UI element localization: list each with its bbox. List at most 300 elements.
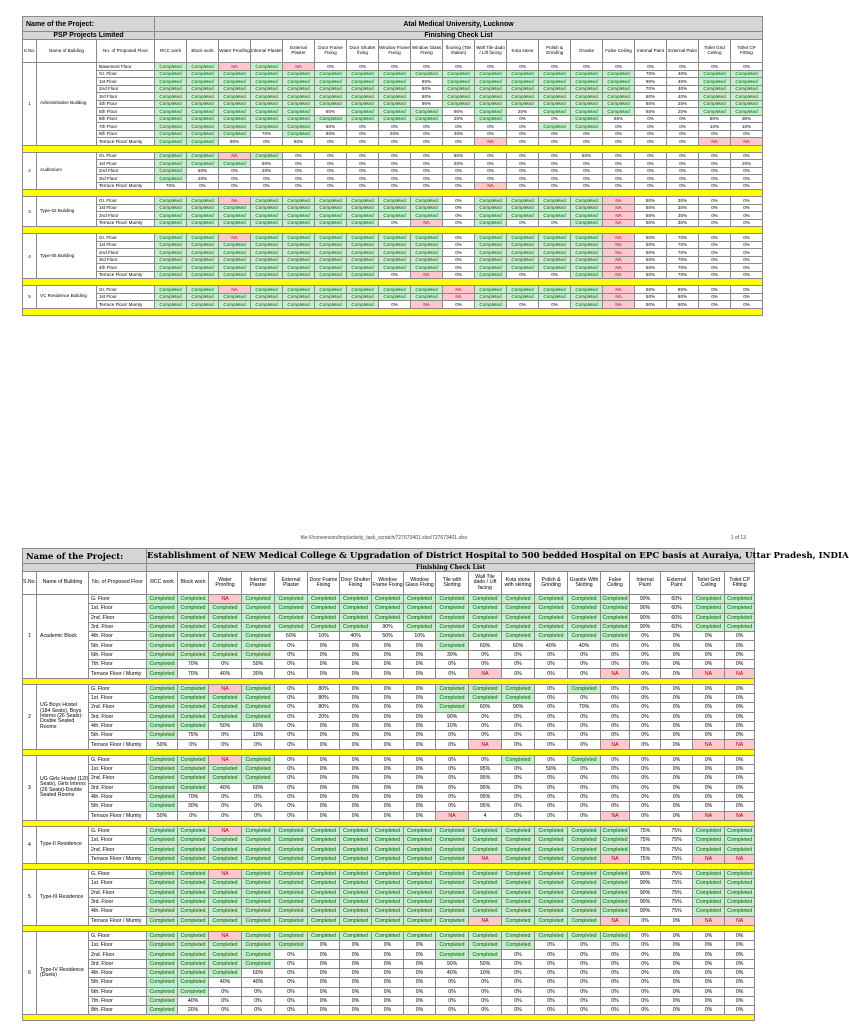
status-cell: 30% — [667, 197, 699, 205]
status-cell: Completed — [379, 70, 411, 78]
status-cell: Completed — [372, 870, 404, 879]
status-cell: Completed — [568, 632, 601, 641]
floor-label: 1st Floor — [97, 293, 155, 301]
status-cell: 0% — [502, 731, 535, 740]
table-row — [23, 271, 763, 279]
status-cell: Completed — [571, 93, 603, 101]
status-cell: Completed — [178, 879, 209, 888]
status-cell: 0% — [539, 182, 571, 190]
status-cell: 0% — [535, 703, 568, 712]
status-cell: Completed — [251, 63, 283, 71]
status-cell: Completed — [209, 836, 242, 845]
status-cell: 50% — [147, 740, 178, 749]
status-cell: Completed — [155, 212, 187, 220]
status-cell: 0% — [469, 721, 502, 730]
status-cell: 0% — [475, 167, 507, 175]
status-cell: 0% — [315, 167, 347, 175]
status-cell: 90% — [635, 78, 667, 86]
status-cell: 0% — [731, 234, 763, 242]
status-cell: 0% — [340, 755, 372, 764]
status-cell: Completed — [315, 78, 347, 86]
status-cell: 0% — [502, 996, 535, 1005]
status-cell: 0% — [347, 175, 379, 183]
status-cell: 0% — [539, 160, 571, 168]
status-cell: 0% — [699, 249, 731, 257]
status-cell: 0% — [436, 802, 469, 811]
status-cell: 90% — [436, 959, 469, 968]
status-cell: NA — [436, 811, 469, 820]
status-cell: Completed — [475, 85, 507, 93]
status-cell: Completed — [251, 212, 283, 220]
status-cell: 0% — [693, 712, 725, 721]
status-cell: 50% — [469, 959, 502, 968]
status-cell: 0% — [731, 212, 763, 220]
status-cell: 0% — [630, 978, 661, 987]
status-cell: 75% — [661, 879, 693, 888]
status-cell: 0% — [507, 152, 539, 160]
status-cell: Completed — [539, 293, 571, 301]
status-cell: 0% — [372, 660, 404, 669]
floor-label: 1st Floor — [97, 78, 155, 86]
floor-label: 4th. Floor — [89, 907, 147, 916]
status-cell: 0% — [379, 175, 411, 183]
status-cell: 0% — [601, 765, 630, 774]
status-cell: Completed — [469, 950, 502, 959]
status-cell: Completed — [242, 826, 275, 835]
status-cell: Completed — [283, 249, 315, 257]
status-cell: 0% — [725, 941, 755, 950]
status-cell: 60% — [275, 632, 308, 641]
status-cell: Completed — [535, 870, 568, 879]
status-cell: 0% — [411, 130, 443, 138]
status-cell: Completed — [275, 931, 308, 940]
status-cell: Completed — [568, 870, 601, 879]
status-cell: Completed — [315, 219, 347, 227]
status-cell: 0% — [443, 197, 475, 205]
status-cell: 0% — [571, 63, 603, 71]
floor-label: 7th. Floor — [89, 996, 147, 1005]
status-cell: 0% — [443, 167, 475, 175]
status-cell: 0% — [308, 774, 340, 783]
status-cell: 0% — [725, 792, 755, 801]
status-cell: 0% — [411, 152, 443, 160]
status-cell: 80% — [315, 123, 347, 131]
status-cell: Completed — [571, 212, 603, 220]
status-cell: NA — [603, 293, 635, 301]
status-cell: 0% — [635, 167, 667, 175]
status-cell: 0% — [630, 783, 661, 792]
status-cell: 0% — [242, 811, 275, 820]
status-cell: NA — [731, 138, 763, 146]
table-row — [23, 70, 763, 78]
status-cell: Completed — [242, 774, 275, 783]
status-cell: Completed — [315, 85, 347, 93]
building-name: Type-IV Residence (Duets) — [37, 931, 89, 1015]
serial-number: 4 — [23, 826, 37, 863]
status-cell: Completed — [155, 234, 187, 242]
floor-label: 4th. Floor — [89, 721, 147, 730]
status-cell: 0% — [340, 650, 372, 659]
floor-label: 5th. Floor — [89, 641, 147, 650]
status-cell: Completed — [347, 249, 379, 257]
status-cell: Completed — [178, 854, 209, 863]
status-cell: 0% — [507, 63, 539, 71]
status-cell: 0% — [507, 160, 539, 168]
status-cell: 0% — [340, 1006, 372, 1015]
status-cell: Completed — [187, 70, 219, 78]
status-cell: Completed — [603, 78, 635, 86]
status-cell: Completed — [725, 888, 755, 897]
status-cell: 0% — [209, 660, 242, 669]
status-cell: Completed — [308, 826, 340, 835]
status-cell: Completed — [411, 293, 443, 301]
status-cell: 0% — [308, 996, 340, 1005]
status-cell: 75% — [661, 845, 693, 854]
status-cell: Completed — [475, 93, 507, 101]
status-cell: 0% — [275, 987, 308, 996]
column-header: Tile with Skirting — [436, 572, 469, 595]
status-cell: Completed — [411, 249, 443, 257]
status-cell: Completed — [209, 845, 242, 854]
status-cell: NA — [209, 931, 242, 940]
status-cell: Completed — [340, 622, 372, 631]
status-cell: 0% — [379, 271, 411, 279]
status-cell: Completed — [347, 197, 379, 205]
status-cell: 0% — [502, 660, 535, 669]
status-cell: 20% — [731, 160, 763, 168]
status-cell: Completed — [209, 604, 242, 613]
status-cell: Completed — [178, 650, 209, 659]
status-cell: Completed — [602, 837, 628, 844]
status-cell: Completed — [155, 301, 187, 309]
status-cell: 0% — [507, 301, 539, 309]
status-cell: 0% — [539, 130, 571, 138]
status-cell: 70% — [667, 234, 699, 242]
column-header: Kota stone — [507, 40, 539, 63]
status-cell: 0% — [372, 959, 404, 968]
status-cell: 0% — [372, 941, 404, 950]
status-cell: 80% — [699, 115, 731, 123]
status-cell: Completed — [147, 916, 178, 925]
status-cell: 70% — [178, 660, 209, 669]
status-cell: 0% — [661, 996, 693, 1005]
column-header: RCC work — [147, 572, 178, 595]
status-cell: Completed — [315, 197, 347, 205]
status-cell: 0% — [693, 978, 725, 987]
floor-label: 4th Floor — [97, 100, 155, 108]
status-cell: 0% — [731, 130, 763, 138]
status-cell: 4 — [469, 811, 502, 820]
table-row — [23, 931, 755, 940]
status-cell: Completed — [603, 93, 635, 101]
status-cell: Completed — [699, 100, 731, 108]
status-cell: 0% — [275, 950, 308, 959]
status-cell: Completed — [379, 100, 411, 108]
column-header: Name of Building — [37, 572, 89, 595]
status-cell: Completed — [178, 907, 209, 916]
status-cell: Completed — [187, 204, 219, 212]
status-cell: NA — [209, 595, 242, 604]
status-cell: 0% — [601, 987, 630, 996]
floor-label: 7th. Floor — [89, 660, 147, 669]
status-cell: 0% — [630, 641, 661, 650]
status-cell: Completed — [502, 632, 535, 641]
table-row — [23, 950, 755, 959]
status-cell: 60% — [635, 108, 667, 116]
status-cell: Completed — [275, 854, 308, 863]
status-cell: 0% — [251, 138, 283, 146]
status-cell: Completed — [502, 941, 535, 950]
status-cell: 0% — [699, 286, 731, 294]
status-cell: 25% — [667, 100, 699, 108]
building-name: VC Residence Building — [37, 286, 97, 309]
status-cell: 0% — [275, 783, 308, 792]
status-cell: 0% — [404, 755, 436, 764]
column-header: Name of Building — [37, 40, 97, 63]
status-cell: Completed — [404, 845, 436, 854]
status-cell: 0% — [630, 712, 661, 721]
status-cell: 30% — [436, 650, 469, 659]
status-cell: Completed — [251, 293, 283, 301]
status-cell: 50% — [635, 293, 667, 301]
table-row — [23, 204, 763, 212]
status-cell: Completed — [187, 160, 219, 168]
status-cell: Completed — [379, 264, 411, 272]
status-cell: Completed — [507, 264, 539, 272]
column-header: S.No. — [23, 572, 37, 595]
table-row — [23, 792, 755, 801]
status-cell: NA — [283, 63, 315, 71]
status-cell: Completed — [568, 897, 601, 906]
status-cell: Completed — [436, 950, 469, 959]
status-cell: Completed — [539, 100, 571, 108]
status-cell: Completed — [209, 703, 242, 712]
status-cell: 0% — [372, 684, 404, 693]
status-cell: 0% — [308, 968, 340, 977]
status-cell: Completed — [379, 93, 411, 101]
status-cell: Completed — [502, 595, 535, 604]
status-cell: Completed — [443, 85, 475, 93]
status-cell: Completed — [535, 613, 568, 622]
status-cell: Completed — [315, 249, 347, 257]
status-cell: Completed — [275, 907, 308, 916]
status-cell: Completed — [725, 845, 755, 854]
status-cell: Completed — [502, 836, 535, 845]
floor-label: Terrace Floor / Mumty — [89, 811, 147, 820]
status-cell: Completed — [507, 197, 539, 205]
serial-number: 3 — [23, 755, 37, 820]
status-cell: 90% — [630, 879, 661, 888]
status-cell: 0% — [630, 792, 661, 801]
status-cell: Completed — [469, 897, 502, 906]
status-cell: 0% — [275, 721, 308, 730]
column-header: Polish & Grinding — [539, 40, 571, 63]
status-cell: 0% — [275, 792, 308, 801]
status-cell: Completed — [507, 204, 539, 212]
status-cell: NA — [603, 212, 635, 220]
status-cell: Completed — [242, 604, 275, 613]
status-cell: Completed — [308, 879, 340, 888]
status-cell: Completed — [436, 632, 469, 641]
status-cell: 30% — [731, 115, 763, 123]
status-cell: Completed — [178, 765, 209, 774]
status-cell: 0% — [275, 641, 308, 650]
status-cell: 0% — [347, 167, 379, 175]
building-name: UG Boys Hostel (184 Seats), Boys Interns (26 Seats)-Double Seated Rooms — [37, 684, 89, 749]
status-cell: 80% — [315, 108, 347, 116]
status-cell: Completed — [242, 712, 275, 721]
status-cell: 95% — [469, 792, 502, 801]
status-cell: Completed — [571, 249, 603, 257]
status-cell: Completed — [404, 907, 436, 916]
status-cell: Completed — [147, 978, 178, 987]
status-cell: 0% — [372, 811, 404, 820]
status-cell: Completed — [308, 907, 340, 916]
status-cell: 0% — [568, 765, 601, 774]
status-cell: Completed — [568, 916, 601, 925]
status-cell: 0% — [630, 660, 661, 669]
table-row — [23, 755, 755, 764]
status-cell: 0% — [568, 740, 601, 749]
status-cell: Completed — [308, 622, 340, 631]
status-cell: 0% — [661, 959, 693, 968]
status-cell: Completed — [242, 897, 275, 906]
status-cell: Completed — [155, 175, 187, 183]
status-cell: 70% — [667, 256, 699, 264]
status-cell: Completed — [372, 604, 404, 613]
status-cell: 0% — [275, 669, 308, 678]
status-cell: Completed — [693, 888, 725, 897]
status-cell: 30% — [178, 802, 209, 811]
status-cell: 0% — [507, 271, 539, 279]
status-cell: Completed — [404, 888, 436, 897]
status-cell: Completed — [340, 879, 372, 888]
status-cell: Completed — [242, 765, 275, 774]
status-cell: Completed — [219, 271, 251, 279]
status-cell: Completed — [219, 78, 251, 86]
status-cell: 0% — [731, 152, 763, 160]
column-header: Toilet Grid Ceiling — [699, 40, 731, 63]
status-cell: 70% — [635, 85, 667, 93]
status-cell: Completed — [283, 85, 315, 93]
status-cell: Completed — [209, 712, 242, 721]
status-cell: 70% — [667, 271, 699, 279]
status-cell: 0% — [242, 792, 275, 801]
status-cell: Completed — [725, 836, 755, 845]
status-cell: 0% — [568, 950, 601, 959]
status-cell: 0% — [568, 959, 601, 968]
status-cell: Completed — [347, 212, 379, 220]
status-cell: 90% — [443, 108, 475, 116]
serial-number: 3 — [23, 197, 37, 227]
status-cell: 0% — [308, 765, 340, 774]
status-cell: 0% — [411, 175, 443, 183]
status-cell: 0% — [443, 175, 475, 183]
status-cell: 0% — [340, 941, 372, 950]
status-cell: Completed — [571, 85, 603, 93]
status-cell: 0% — [693, 774, 725, 783]
floor-label: Terrace Floor/ Mumty — [97, 301, 155, 309]
status-cell: Completed — [219, 264, 251, 272]
status-cell: Completed — [315, 70, 347, 78]
status-cell: Completed — [283, 219, 315, 227]
building-name: Type-II Residence — [37, 826, 89, 863]
table-row — [23, 241, 763, 249]
status-cell: Completed — [242, 959, 275, 968]
column-header: Toilet CP Fitting — [725, 572, 755, 595]
floor-label: 3rd. Floor — [89, 897, 147, 906]
status-cell: Completed — [469, 888, 502, 897]
status-cell: Completed — [699, 93, 731, 101]
status-cell: Completed — [469, 632, 502, 641]
status-cell: Completed — [283, 197, 315, 205]
status-cell: 20% — [667, 108, 699, 116]
floor-label: 5th Floor — [97, 108, 155, 116]
status-cell: Completed — [507, 70, 539, 78]
status-cell: 0% — [725, 774, 755, 783]
checklist-table — [22, 548, 849, 1021]
column-header: Granite With Skirting — [568, 572, 601, 595]
status-cell: NA — [693, 740, 725, 749]
status-cell: 0% — [372, 792, 404, 801]
status-cell: 0% — [693, 941, 725, 950]
status-cell: Completed — [178, 978, 209, 987]
status-cell: 0% — [661, 632, 693, 641]
status-cell: 0% — [404, 1006, 436, 1015]
status-cell: Completed — [147, 774, 178, 783]
column-header: Window Frame Fixing — [379, 40, 411, 63]
status-cell: Completed — [469, 907, 502, 916]
floor-label: 2nd. Floor — [89, 888, 147, 897]
status-cell: Completed — [275, 897, 308, 906]
building-name: Type-05 Building — [37, 234, 97, 279]
status-cell: Completed — [436, 693, 469, 702]
status-cell: Completed — [602, 614, 628, 621]
status-cell: 0% — [725, 931, 755, 940]
status-cell: NA — [601, 811, 630, 820]
status-cell: 0% — [372, 996, 404, 1005]
status-cell: 0% — [571, 182, 603, 190]
status-cell: 0% — [379, 167, 411, 175]
status-cell: Completed — [502, 622, 535, 631]
status-cell: Completed — [475, 78, 507, 86]
status-cell: Completed — [372, 907, 404, 916]
table-row — [23, 721, 755, 730]
status-cell: Completed — [475, 219, 507, 227]
status-cell: 0% — [275, 731, 308, 740]
status-cell: Completed — [283, 78, 315, 86]
status-cell: Completed — [347, 93, 379, 101]
floor-label: 1st. Floor — [89, 836, 147, 845]
status-cell: Completed — [571, 204, 603, 212]
status-cell: 0% — [469, 650, 502, 659]
status-cell: 0% — [568, 650, 601, 659]
status-cell: Completed — [242, 836, 275, 845]
status-cell: 0% — [404, 641, 436, 650]
status-cell: 0% — [404, 959, 436, 968]
status-cell: Completed — [340, 613, 372, 622]
column-header: Internal Plaster — [251, 40, 283, 63]
floor-label: 5th. Floor — [89, 802, 147, 811]
status-cell: 30% — [667, 204, 699, 212]
status-cell: Completed — [155, 160, 187, 168]
floor-label: 2nd. Floor — [89, 613, 147, 622]
status-cell: 0% — [630, 669, 661, 678]
status-cell: Completed — [568, 888, 601, 897]
status-cell: Completed — [315, 100, 347, 108]
status-cell: Completed — [603, 85, 635, 93]
status-cell: 60% — [661, 622, 693, 631]
